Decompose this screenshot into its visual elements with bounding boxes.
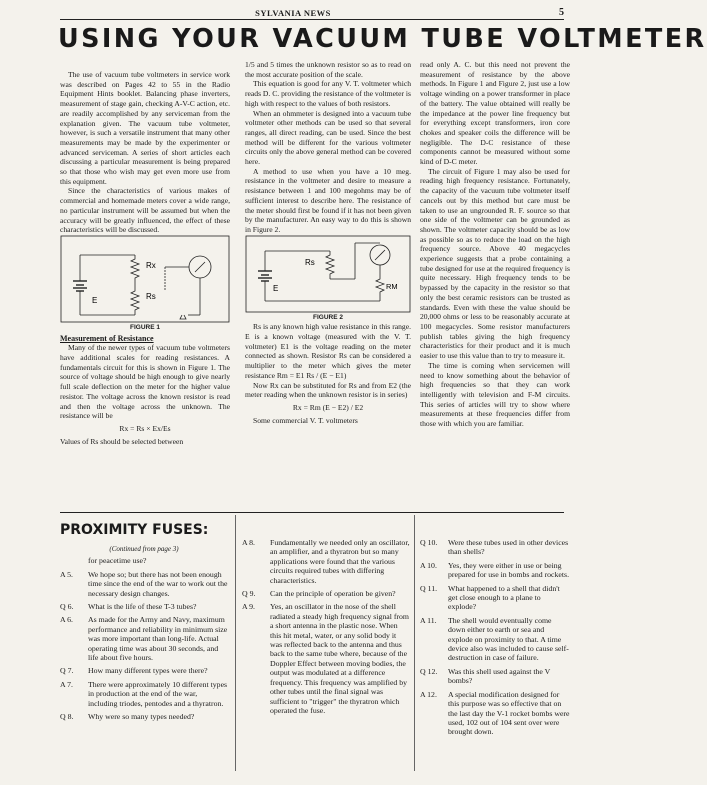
formula: Rx = Rs × Ex/Es [119,423,171,433]
qa-text: There were approximately 10 different types in production at the end of the war, including triodes, pentodes and a thyratron. [88,679,228,708]
paragraph: 1/5 and 5 times the unknown resistor so as to read on the most accurate position of the scale. [245,60,411,79]
figure-2-circuit-diagram [245,235,411,313]
article-column-3 [420,60,570,429]
qa-label: A 8. [242,538,255,547]
paragraph: A method to use when you have a 10 meg. resistance in the voltmeter and desire to measure a resistance between 1 and 100 megohms may be of sufficient interest to describe here. The resistance of the meter should first be found if it has not been given by the manufacturer. An easy way to do this is shown in Figure 2. [245,166,411,234]
qa-item [60,602,228,611]
qa-label: A 12. [420,689,437,699]
proximity-column-3 [420,538,570,741]
header-rule [60,19,564,20]
subheading: Measurement of Resistance [60,333,154,343]
qa-text: Yes, an oscillator in the nose of the shell radiated a steady high frequency signal from a short antenna in the plastic nose. When this hit metal, water, or any solid body it was reflected back to the antenna and thus back to the same tube where, because of the Doppler Effect between moving bodies, the output was modulated at a difference frequency. This frequency was amplified by other tubes until the final signal was sufficient to "trigger" the thyratron which operated the fuse. [270,602,409,715]
running-header [0,6,586,20]
formula: Rx = Rm (E − E2) / E2 [292,402,364,412]
question-text: for peacetime use? [88,556,147,566]
qa-label: A 7. [60,679,73,689]
paragraph: Many of the newer types of vacuum tube voltmeters have additional scales for reading resistances. A fundamentals circuit for this is shown in Figure 1. The source of voltage should be high enough to give nearly full scale deflection on the meter for the higher value resistor. The voltage across the known resistor is read and then the voltage across the unknown. The resistance will be [60,343,230,421]
qa-item [242,602,410,715]
figure-1-caption: FIGURE 1 [130,323,160,331]
qa-text: Fundamentally we needed only an oscillator, an amplifier, and a thyratron but so many applications were found that the various circuits required tubes with differing characteristics. [270,538,410,585]
continued-note: (Continued from page 3) [109,545,179,553]
qa-item [420,690,570,737]
qa-item [60,615,228,662]
qa-label: Q 7. [60,666,74,676]
qa-text: Were these tubes used in other devices than shells? [448,538,569,557]
qa-label: A 6. [60,615,73,625]
paragraph: The circuit of Figure 1 may also be used for reading high frequency resistance. Fortunately, the capacity of the vacuum tube voltmeter itself cancels out by this method but care must be taken to use an ungrounded R. F. source so that one side of the voltmeter can be grounded as shown. The voltmeter capacity should be as low as possible so as to reduce the load on the high frequency source. Above 40 megacycles experience suggests that a probe containing a tube designed for use at the required frequency is quite necessary. High frequency tends to be bypassed by the capacity in the resistor so that only the best ceramic resistors can be trusted as standards. Even with these the value should be 20,000 ohms or less to be reasonably accurate at 100 megacycles. Some resistor manufacturers publish tables giving the high frequency characteristics for their product and it is much easier to use this value than to try to measure it. [420,166,570,361]
proximity-fuses-title: PROXIMITY FUSES: [60,522,209,538]
qa-item [60,680,228,708]
article-column-1 [60,70,230,446]
qa-item [242,538,410,585]
paragraph: Rs is any known high value resistance in this range. E is a known voltage (measured with the V. T. voltmeter) E1 is the voltage reading on the meter connected as shown. Resistor Rs can be considered a multiplier to the meter which gives the meter resistance Rm = E1 Rs / (E − E1) [245,322,411,380]
paragraph: The time is coming when servicemen will need to know something about the behavior of high frequencies so that they can work intelligently with television and F-M circuits. This series of articles will try to show where measurements at these frequencies differ from those with which you are familiar. [420,360,570,429]
qa-item [420,584,570,612]
qa-item [60,570,228,598]
fig2-label-rm: RM [386,281,398,291]
section-divider [60,512,564,513]
qa-label: Q 8. [60,712,74,722]
paragraph: Some commercial V. T. voltmeters [253,415,358,425]
qa-label: A 5. [60,569,73,579]
qa-label: A 9. [242,602,255,612]
fig1-label-e: E [92,295,98,305]
qa-text: As made for the Army and Navy, maximum performance and reliability in minimum size was more important than long-life. Actual operating time was about 30 seconds, and life about five hours. [88,615,228,663]
proximity-column-1 [60,542,228,726]
paragraph: Since the characteristics of various makes of commercial and homemade meters cover a wide range, no particular instrument will be assumed but when the accuracy will be greatly influenced, the effect of these characteristics will be discussed. [60,186,230,235]
figure-1-circuit-diagram [60,235,230,323]
qa-text: Was this shell used against the V bombs? [448,666,551,686]
qa-item [420,616,570,663]
qa-item [420,538,570,557]
paragraph: When an ohmmeter is designed into a vacuum tube voltmeter other methods can be used so that several ranges, all direct reading, can be used. Since the best method will be different for the various voltmeter circuits only the above general method can be covered here. [245,108,411,167]
qa-text: Yes, they were either in use or being prepared for use in bombs and rockets. [448,560,570,580]
paragraph: The use of vacuum tube voltmeters in service work was described on Pages 42 to 55 in the Radio Equipment Hints booklet. Balancing phase inverters, measurement of stage gain, checking A-V-C action, etc. are readily accomplished by any serviceman from the explanation given. The vacuum tube voltmeter, however, is such a versatile instrument that many other measurements may be made by the experimenter or advanced serviceman. A series of short articles each discussing a particular measurement is being prepared so that those who wish may get even more use from this equipment. [60,70,230,186]
column-rule [235,515,236,771]
page-number: 5 [559,7,564,18]
qa-label: Q 6. [60,602,74,612]
qa-label: A 11. [420,615,437,625]
fig1-label-rx: Rx [146,260,156,270]
paragraph: Values of Rs should be selected between [60,436,184,446]
qa-text: We hope so; but there has not been enough time since the end of the war to work out the necessary design changes. [88,569,228,598]
qa-item [242,589,410,598]
qa-text: What is the life of these T-3 tubes? [88,602,197,612]
qa-item [60,712,228,721]
qa-label: Q 12. [420,666,438,676]
paragraph: read only A. C. but this need not prevent the measurement of resistance by the above methods. In Figure 1 and Figure 2, just use a low voltage winding on a power transformer in place of the battery. The value obtained will really be the impedance at the power line frequency but for everything except transformers, iron core chokes and speaker coils the difference will be negligible. The D-C resistance of these components cannot be measured without some kind of D-C meter. [420,60,570,167]
qa-text: Can the principle of operation be given? [270,589,396,599]
article-column-2 [245,60,411,425]
column-rule [414,515,415,771]
qa-text: How many different types were there? [88,666,208,676]
qa-label: Q 9. [242,589,256,599]
paragraph: This equation is good for any V. T. voltmeter which reads D. C. providing the resistance of the voltmeter is high with respect to the values of both resistors. [245,79,411,108]
qa-item [60,666,228,675]
publication-name: SYLVANIA NEWS [255,8,331,18]
fig2-label-e: E [273,283,279,293]
figure-2-caption: FIGURE 2 [313,313,343,321]
qa-item [420,561,570,580]
qa-text: A special modification designed for this purpose was so effective that on the last day the V-1 rocket bombs were used, 102 out of 104 sent over were brought down. [448,689,570,737]
qa-label: Q 10. [420,538,438,547]
fig1-label-rs: Rs [146,291,156,301]
qa-text: Why were so many types needed? [88,712,195,722]
paragraph: Now Rx can be substituted for Rs and from E2 (the meter reading when the unknown resistor is in series) [245,380,411,400]
fig2-label-rs: Rs [305,257,315,267]
qa-text: The shell would eventually come down either to earth or sea and explode on proximity to that. A time device also was included to cause self-destruction in case of failure. [448,615,569,663]
qa-label: Q 11. [420,583,438,593]
qa-text: What happened to a shell that didn't get close enough to a plane to explode? [448,583,560,612]
article-title: USING YOUR VACUUM TUBE VOLTMETER [58,24,707,54]
qa-label: A 10. [420,560,437,570]
proximity-column-2 [242,538,410,719]
qa-item [420,667,570,686]
